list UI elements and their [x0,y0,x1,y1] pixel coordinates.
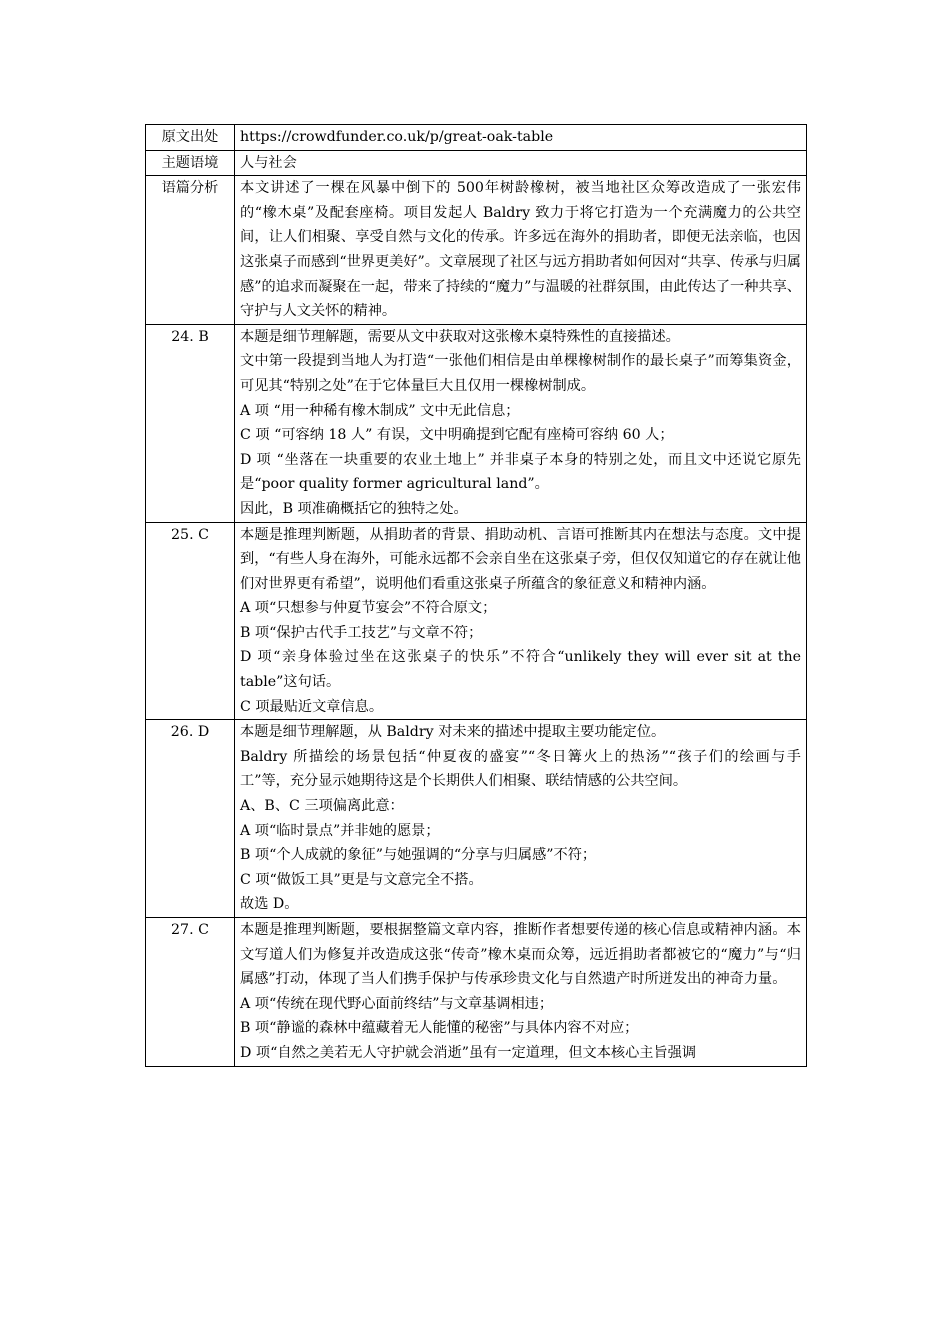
table-row [146,720,807,918]
table-row [146,125,807,151]
table-row [146,324,807,522]
table-row [146,918,807,1067]
answer-analysis-table [145,124,807,1067]
row-label-source: 原文出处 [146,125,235,151]
table-row [146,150,807,176]
source-url: https://crowdfunder.co.uk/p/great-oak-table [235,125,807,151]
answer-27: 27. C [146,918,235,1067]
answer-25: 25. C [146,522,235,720]
table-row [146,176,807,325]
theme-value: 人与社会 [235,150,807,176]
answer-24: 24. B [146,324,235,522]
discourse-analysis: 本文讲述了一棵在风暴中倒下的 500年树龄橡树，被当地社区众筹改造成了一张宏伟的“橡木桌”及配套座椅。项目发起人 Baldry 致力于将它打造为一个充满魔力的公共空间，让人们相聚、享受自然与文化的传承。许多远在海外的捐助者，即便无法亲临，也因这张桌子而感到“世界更美好”。文章展现了社区与远方捐助者如何因对“共享、传承与归属感”的追求而凝聚在一起，带来了持续的“魔力”与温暖的社群氛围，由此传达了一种共享、守护与人文关怀的精神。 [235,176,807,325]
explanation-27: 本题是推理判断题，要根据整篇文章内容，推断作者想要传递的核心信息或精神内涵。本文写道人们为修复并改造成这张“传奇”橡木桌而众筹，远近捐助者都被它的“魔力”与“归属感”打动，体现了当人们携手保护与传承珍贵文化与自然遗产时所迸发出的神奇力量。 A 项“传统在现代野心面前终结”与文章基调相违； B 项“静谧的森林中蕴藏着无人能懂的秘密”与具体内容不对应； D 项“自然之美若无人守护就会消逝”虽有一定道理，但文本核心主旨强调 [235,918,807,1067]
table-row [146,522,807,720]
explanation-25: 本题是推理判断题，从捐助者的背景、捐助动机、言语可推断其内在想法与态度。文中提到，“有些人身在海外，可能永远都不会亲自坐在这张桌子旁，但仅仅知道它的存在就让他们对世界更有希望”，说明他们看重这张桌子所蕴含的象征意义和精神内涵。 A 项“只想参与仲夏节宴会”不符合原文； B 项“保护古代手工技艺”与文章不符； D 项“亲身体验过坐在这张桌子的快乐”不符合“unlikely they will ever sit at the table”这句话。 C 项最贴近文章信息。 [235,522,807,720]
explanation-24: 本题是细节理解题，需要从文中获取对这张橡木桌特殊性的直接描述。 文中第一段提到当地人为打造“一张他们相信是由单棵橡树制作的最长桌子”而筹集资金，可见其“特别之处”在于它体量巨大且仅用一棵橡树制成。 A 项 “用一种稀有橡木制成” 文中无此信息； C 项 “可容纳 18 人” 有误，文中明确提到它配有座椅可容纳 60 人； D 项 “坐落在一块重要的农业土地上” 并非桌子本身的特别之处，而且文中还说它原先是“poor quality former agricultural land”。 因此，B 项准确概括它的独特之处。 [235,324,807,522]
explanation-26: 本题是细节理解题，从 Baldry 对未来的描述中提取主要功能定位。 Baldry 所描绘的场景包括“仲夏夜的盛宴”“冬日篝火上的热汤”“孩子们的绘画与手工”等，充分显示她期待这是个长期供人们相聚、联结情感的公共空间。 A、B、C 三项偏离此意： A 项“临时景点”并非她的愿景； B 项“个人成就的象征”与她强调的“分享与归属感”不符； C 项“做饭工具”更是与文意完全不搭。 故选 D。 [235,720,807,918]
row-label-analysis: 语篇分析 [146,176,235,325]
answer-26: 26. D [146,720,235,918]
row-label-theme: 主题语境 [146,150,235,176]
